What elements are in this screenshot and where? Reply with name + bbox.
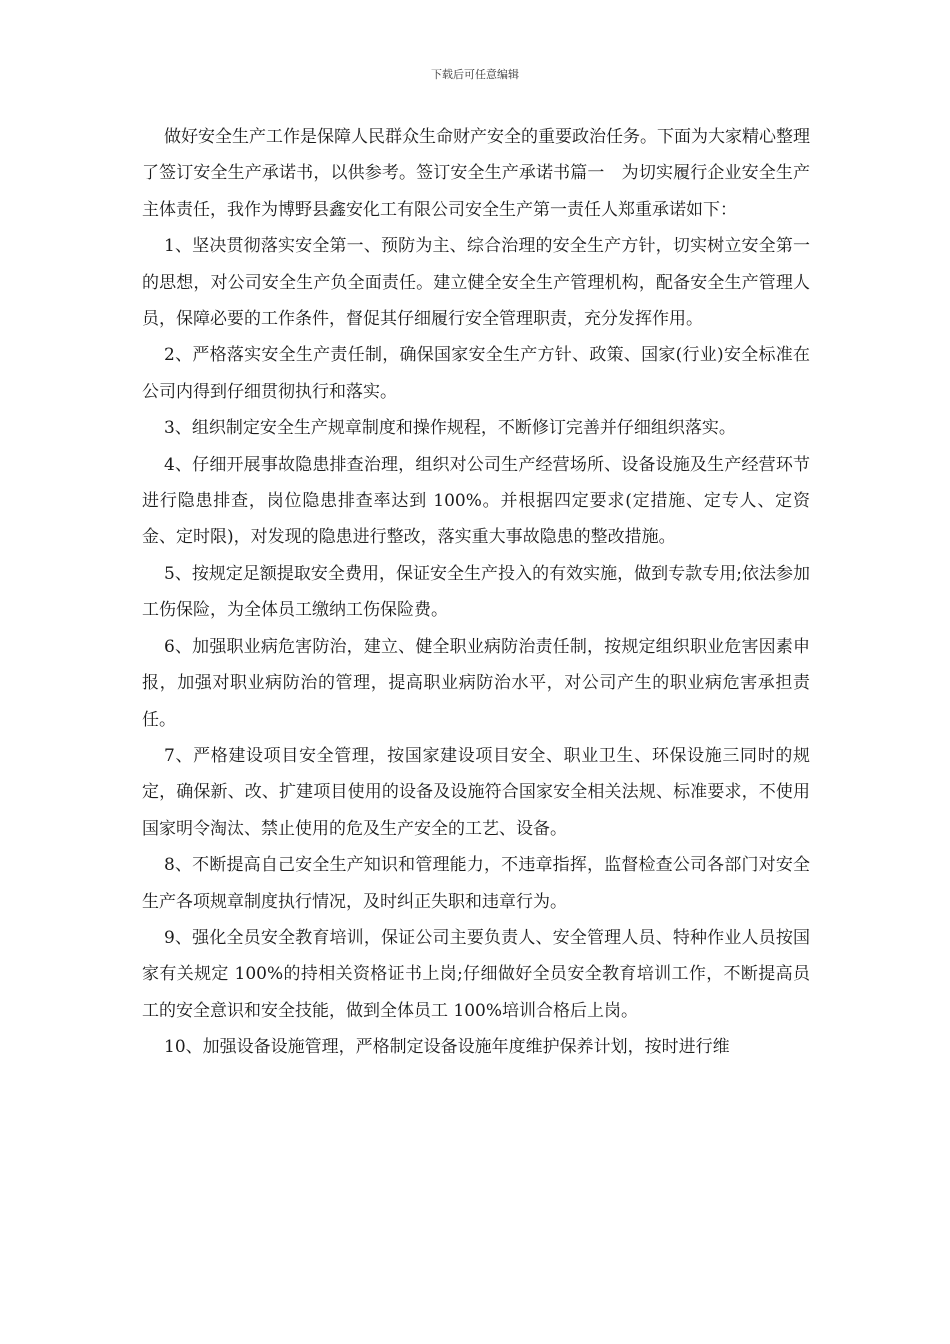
document-body (142, 119, 810, 1066)
paragraph-item-9: 9、强化全员安全教育培训，保证公司主要负责人、安全管理人员、特种作业人员按国家有关规定 100%的持相关资格证书上岗;仔细做好全员安全教育培训工作，不断提高员工的安全意识和安全技能，做到全体员工 100%培训合格后上岗。 (142, 927, 810, 1021)
paragraph-item-6: 6、加强职业病危害防治，建立、健全职业病防治责任制，按规定组织职业危害因素申报，加强对职业病防治的管理，提高职业病防治水平，对公司产生的职业病危害承担责任。 (142, 636, 810, 730)
paragraph-item-3: 3、组织制定安全生产规章制度和操作规程，不断修订完善并仔细组织落实。 (164, 418, 736, 439)
paragraph-item-10: 10、加强设备设施管理，严格制定设备设施年度维护保养计划，按时进行维 (164, 1037, 730, 1058)
paragraph-item-7: 7、严格建设项目安全管理，按国家建设项目安全、职业卫生、环保设施三同时的规定，确保新、改、扩建项目使用的设备及设施符合国家安全相关法规、标准要求，不使用国家明令淘汰、禁止使用的危及生产安全的工艺、设备。 (142, 745, 810, 839)
paragraph-item-4: 4、仔细开展事故隐患排查治理，组织对公司生产经营场所、设备设施及生产经营环节进行隐患排查，岗位隐患排查率达到 100%。并根据四定要求(定措施、定专人、定资金、定时限)，对发现的隐患进行整改，落实重大事故隐患的整改措施。 (142, 454, 810, 548)
header-note: 下载后可任意编辑 (431, 68, 519, 81)
paragraph-item-8: 8、不断提高自己安全生产知识和管理能力，不违章指挥，监督检查公司各部门对安全生产各项规章制度执行情况，及时纠正失职和违章行为。 (142, 855, 810, 912)
paragraph-item-1: 1、坚决贯彻落实安全第一、预防为主、综合治理的安全生产方针，切实树立安全第一的思想，对公司安全生产负全面责任。建立健全安全生产管理机构，配备安全生产管理人员，保障必要的工作条件，督促其仔细履行安全管理职责，充分发挥作用。 (142, 236, 810, 330)
paragraph-intro: 做好安全生产工作是保障人民群众生命财产安全的重要政治任务。下面为大家精心整理了签订安全生产承诺书，以供参考。签订安全生产承诺书篇一 为切实履行企业安全生产主体责任，我作为博野县鑫安化工有限公司安全生产第一责任人郑重承诺如下： (142, 127, 810, 220)
paragraph-item-5: 5、按规定足额提取安全费用，保证安全生产投入的有效实施，做到专款专用;依法参加工伤保险，为全体员工缴纳工伤保险费。 (142, 563, 810, 621)
paragraph-item-2: 2、严格落实安全生产责任制，确保国家安全生产方针、政策、国家(行业)安全标准在公司内得到仔细贯彻执行和落实。 (142, 345, 810, 402)
